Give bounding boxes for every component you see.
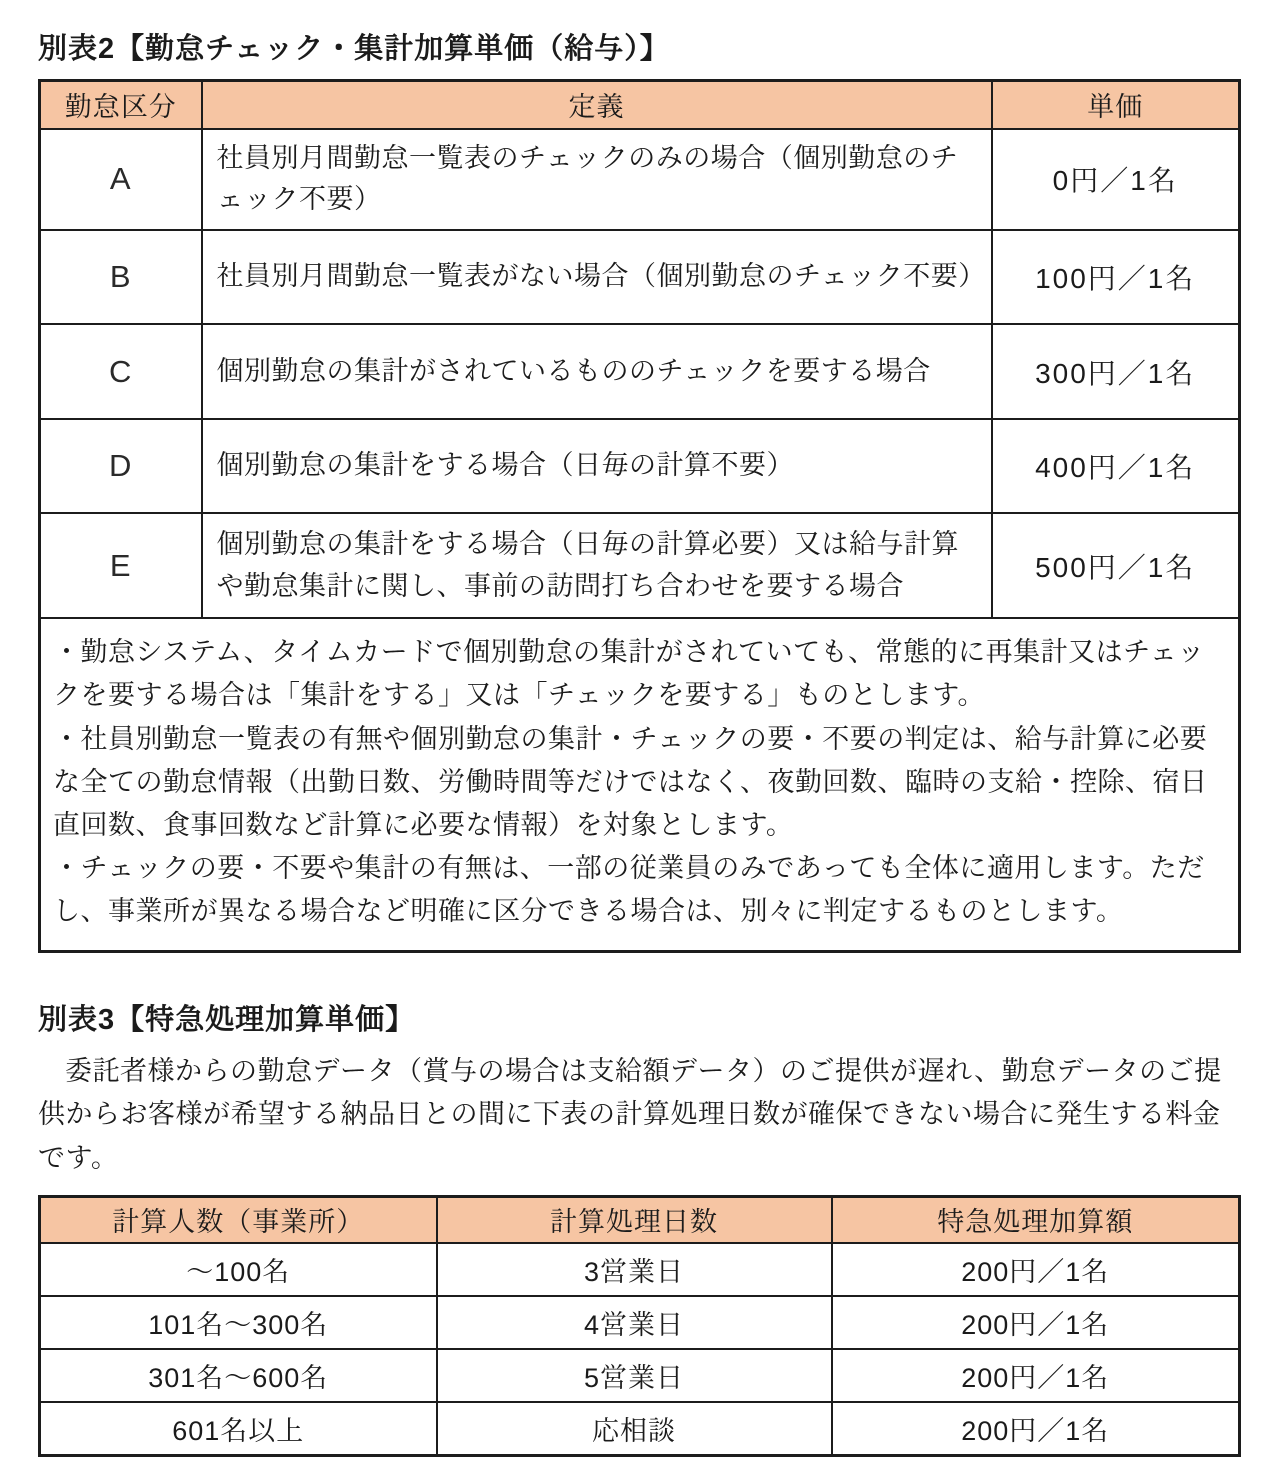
price-cell: 300円／1名 <box>992 324 1240 419</box>
section1-title: 別表2【勤怠チェック・集計加算単価（給与）】 <box>38 33 670 65</box>
table1-header-definition: 定義 <box>202 81 992 129</box>
category-cell: C <box>40 324 202 419</box>
days-cell: 3営業日 <box>437 1243 832 1296</box>
table1-header-price: 単価 <box>992 81 1240 129</box>
price-cell: 400円／1名 <box>992 419 1240 513</box>
price-cell: 200円／1名 <box>832 1402 1240 1455</box>
definition-cell: 個別勤怠の集計をする場合（日毎の計算不要） <box>202 419 992 513</box>
category-cell: E <box>40 513 202 618</box>
express-processing-pricing-table <box>38 1195 1241 1457</box>
note-item: ・社員別勤怠一覧表の有無や個別勤怠の集計・チェックの要・不要の判定は、給与計算に必要な全ての勤怠情報（出勤日数、労働時間等だけではなく、夜勤回数、臨時の支給・控除、宿日直回数、食事回数など計算に必要な情報）を対象とします。 <box>53 723 1208 840</box>
people-cell: ～100名 <box>40 1243 437 1296</box>
definition-cell: 社員別月間勤怠一覧表のチェックのみの場合（個別勤怠のチェック不要） <box>202 129 992 231</box>
table2-header-people: 計算人数（事業所） <box>40 1196 437 1243</box>
table-row <box>40 1296 1240 1349</box>
table-row <box>40 513 1240 618</box>
section2-title: 別表3【特急処理加算単価】 <box>38 1003 416 1036</box>
note-item: ・チェックの要・不要や集計の有無は、一部の従業員のみであっても全体に適用します。ただし、事業所が異なる場合など明確に区分できる場合は、別々に判定するものとします。 <box>53 853 1205 927</box>
note-item: ・勤怠システム、タイムカードで個別勤怠の集計がされていても、常態的に再集計又はチェックを要する場合は「集計をする」又は「チェックを要する」ものとします。 <box>53 637 1205 711</box>
table1-notes <box>40 618 1240 951</box>
category-cell: D <box>40 419 202 513</box>
table1-header-category: 勤怠区分 <box>40 81 202 129</box>
table1-header-row <box>40 81 1240 129</box>
people-cell: 101名～300名 <box>40 1296 437 1349</box>
table2-header-days: 計算処理日数 <box>437 1196 832 1243</box>
people-cell: 601名以上 <box>40 1402 437 1455</box>
days-cell: 5営業日 <box>437 1349 832 1402</box>
table-row <box>40 1349 1240 1402</box>
attendance-check-pricing-table <box>38 79 1241 953</box>
definition-cell: 個別勤怠の集計がされているもののチェックを要する場合 <box>202 324 992 419</box>
table-row <box>40 230 1240 324</box>
table-row <box>40 129 1240 231</box>
table-row <box>40 1402 1240 1455</box>
table2-header-price: 特急処理加算額 <box>832 1196 1240 1243</box>
definition-cell: 社員別月間勤怠一覧表がない場合（個別勤怠のチェック不要） <box>202 230 992 324</box>
people-cell: 301名～600名 <box>40 1349 437 1402</box>
table1-notes-row <box>40 618 1240 951</box>
section-express-processing-pricing <box>38 997 1240 1457</box>
table2-header-row <box>40 1196 1240 1243</box>
table-row <box>40 324 1240 419</box>
section-attendance-check-pricing <box>38 26 1240 953</box>
price-cell: 200円／1名 <box>832 1243 1240 1296</box>
section2-intro-paragraph: 委託者様からの勤怠データ（賞与の場合は支給額データ）のご提供が遅れ、勤怠データのご提供からお客様が希望する納品日との間に下表の計算処理日数が確保できない場合に発生する料金です。 <box>38 1055 1222 1173</box>
category-cell: B <box>40 230 202 324</box>
definition-cell: 個別勤怠の集計をする場合（日毎の計算必要）又は給与計算や勤怠集計に関し、事前の訪問打ち合わせを要する場合 <box>202 513 992 618</box>
price-cell: 200円／1名 <box>832 1349 1240 1402</box>
price-cell: 100円／1名 <box>992 230 1240 324</box>
days-cell: 4営業日 <box>437 1296 832 1349</box>
price-cell: 200円／1名 <box>832 1296 1240 1349</box>
table-row <box>40 419 1240 513</box>
table-row <box>40 1243 1240 1296</box>
price-cell: 500円／1名 <box>992 513 1240 618</box>
days-cell: 応相談 <box>437 1402 832 1455</box>
category-cell: A <box>40 129 202 231</box>
price-cell: 0円／1名 <box>992 129 1240 231</box>
